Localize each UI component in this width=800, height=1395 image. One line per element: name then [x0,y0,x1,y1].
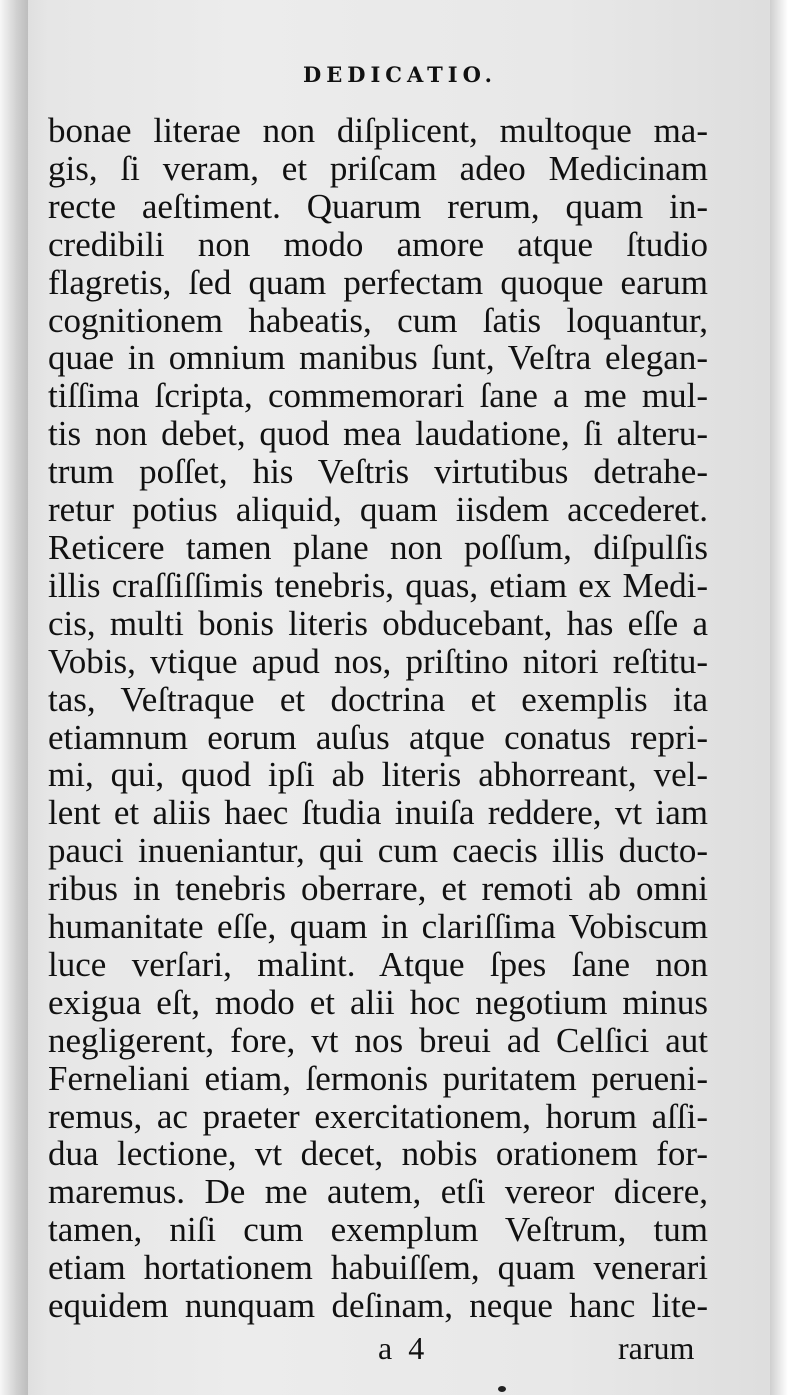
text-line: exigua eſt, modo et alii hoc negotium minus [48,982,708,1022]
text-line: Ferneliani etiam, ſermonis puritatem perueni- [48,1058,708,1098]
text-line: bonae literae non diſplicent, multoque ma- [48,111,708,150]
text-line: tis non debet, quod mea laudatione, ſi alteru- [48,414,708,454]
text-line: recte aeſtiment. Quarum rerum, quam in- [48,186,708,226]
text-line: flagretis, ſed quam perfectam quoque earum [48,262,708,302]
text-line: etiamnum eorum auſus atque conatus repri- [48,717,708,757]
text-line: tiſſima ſcripta, commemorari ſane a me mul- [48,376,708,416]
text-line: maremus. De me autem, etſi vereor dicere, [48,1172,708,1212]
text-line: dua lectione, vt decet, nobis orationem for- [48,1134,708,1174]
text-line: equidem nunquam deſinam, neque hanc lite- [48,1286,708,1326]
text-line: quae in omnium manibus ſunt, Veſtra elegan- [48,338,708,378]
text-line: Reticere tamen plane non poſſum, diſpulſis [48,527,708,567]
text-line: cognitionem habeatis, cum ſatis loquantur, [48,300,708,340]
page-left-edge [0,0,28,1395]
text-line: retur potius aliquid, quam iisdem accederet. [48,490,708,530]
text-line: humanitate eſſe, quam in clariſſima Vobiscum [48,907,708,947]
ink-speck [498,1386,506,1392]
text-line: negligerent, fore, vt nos breui ad Celſici aut [48,1020,708,1060]
catchword: rarum [618,1330,695,1366]
text-line: Vobis, vtique apud nos, priſtino nitori reſtitu- [48,641,708,681]
text-line: ribus in tenebris oberrare, et remoti ab omni [48,869,708,909]
text-line: cis, multi bonis literis obducebant, has eſſe a [48,603,708,643]
text-line: illis craſſiſſimis tenebris, quas, etiam ex Medi- [48,565,708,605]
text-line: lent et aliis haec ſtudia inuiſa reddere, vt iam [48,793,708,833]
text-line: trum poſſet, his Veſtris virtutibus detrahe- [48,452,708,492]
text-line: tamen, niſi cum exemplum Veſtrum, tum [48,1210,708,1250]
text-line: mi, qui, quod ipſi ab literis abhorreant, vel- [48,755,708,795]
text-line: credibili non modo amore atque ſtudio [48,224,708,264]
page-right-edge [770,0,800,1395]
dedication-text [48,112,708,1325]
signature-mark: a 4 [378,1330,429,1366]
running-title: DEDICATIO. [303,62,497,87]
text-line: etiam hortationem habuiſſem, quam venerari [48,1248,708,1288]
text-line: luce verſari, malint. Atque ſpes ſane non [48,944,708,984]
text-line: gis, ſi veram, et priſcam adeo Medicinam [48,148,708,188]
text-line: remus, ac praeter exercitationem, horum aſſi- [48,1096,708,1136]
text-line: tas, Veſtraque et doctrina et exemplis ita [48,679,708,719]
text-line: pauci inueniantur, qui cum caecis illis ducto- [48,831,708,871]
